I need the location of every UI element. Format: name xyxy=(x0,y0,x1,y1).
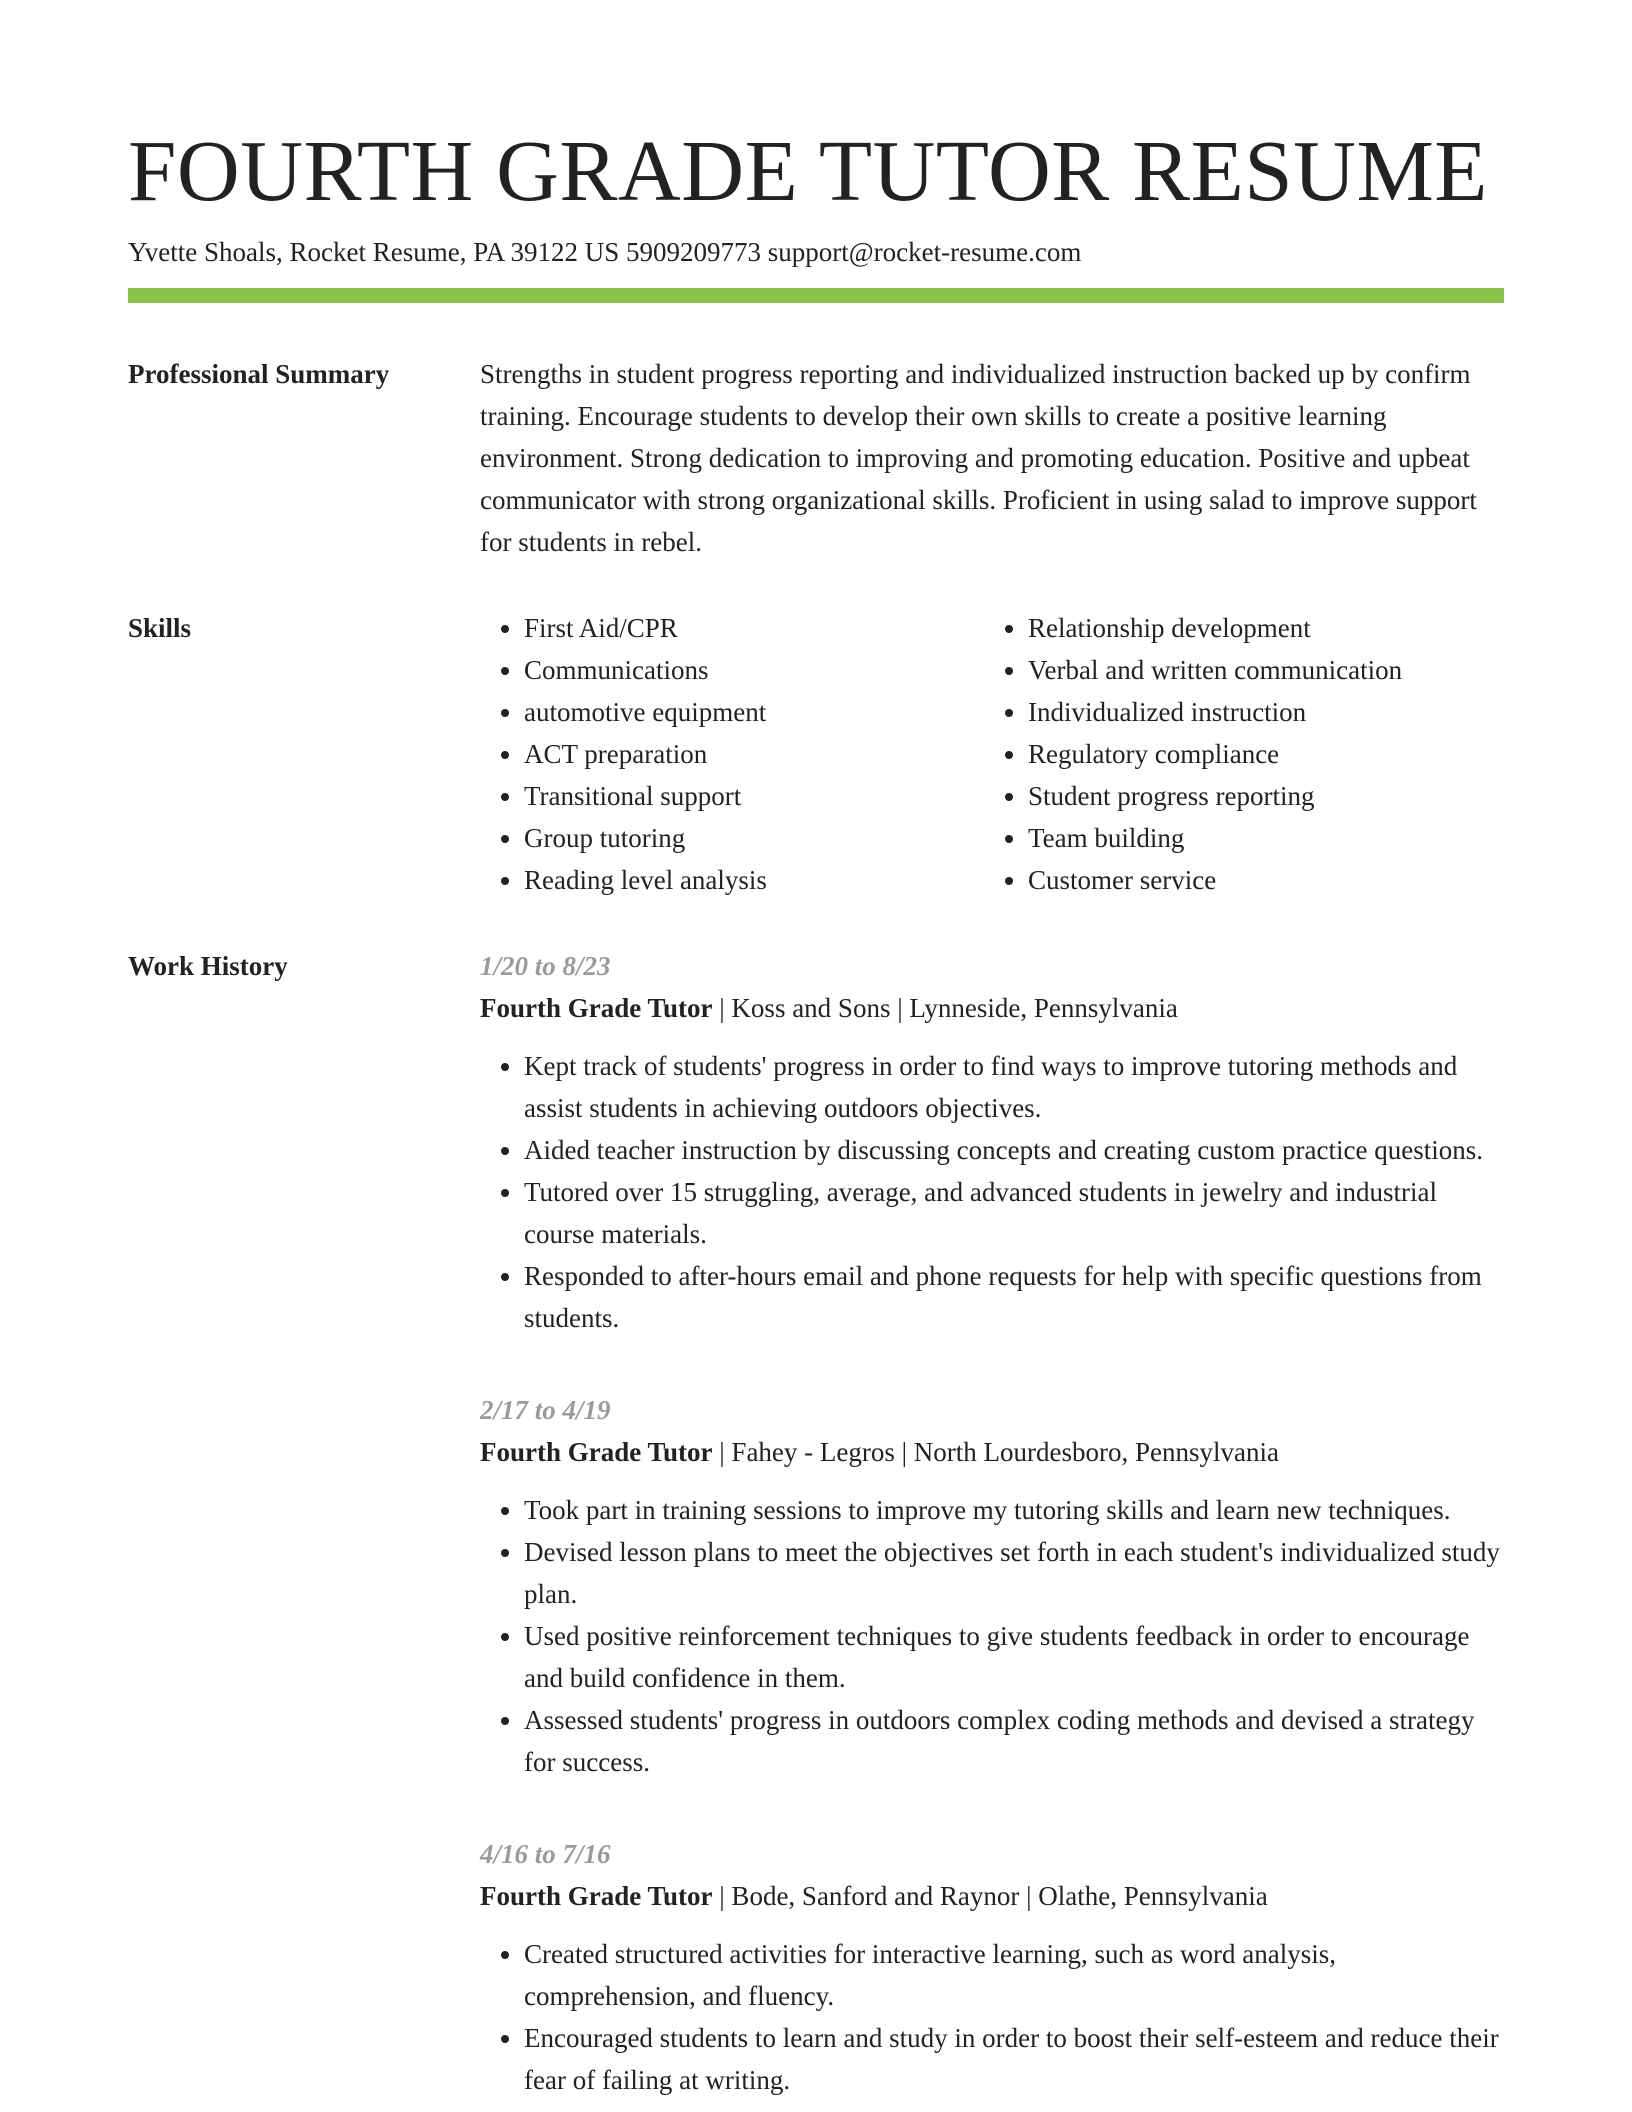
skills-list-right xyxy=(984,607,1488,901)
skill-item: • Verbal and written communication xyxy=(1028,649,1488,691)
job-bullet: • Took part in training sessions to improve my tutoring skills and learn new techniques. xyxy=(524,1489,1504,1531)
job-bullet: • Devised lesson plans to meet the objectives set forth in each student's individualized study plan. xyxy=(524,1531,1504,1615)
job-role: Fourth Grade Tutor xyxy=(480,1437,713,1467)
job-bullet: • Used positive reinforcement techniques to give students feedback in order to encourage and build confidence in them. xyxy=(524,1615,1504,1699)
skill-item: • Relationship development xyxy=(1028,607,1488,649)
skill-item: • Communications xyxy=(524,649,984,691)
job-details: | Bode, Sanford and Raynor | Olathe, Pennsylvania xyxy=(712,1881,1268,1911)
job-title-line xyxy=(480,1431,1504,1473)
job-details: | Fahey - Legros | North Lourdesboro, Pennsylvania xyxy=(712,1437,1279,1467)
skill-item: • Transitional support xyxy=(524,775,984,817)
skills-list-left xyxy=(480,607,984,901)
job-bullet: • Created structured activities for interactive learning, such as word analysis, comprehension, and fluency. xyxy=(524,1933,1504,2017)
work-history-section xyxy=(128,945,1504,2101)
skills-section xyxy=(128,607,1504,901)
job-details: | Koss and Sons | Lynneside, Pennsylvania xyxy=(712,993,1178,1023)
job-bullet: • Encouraged students to learn and study in order to boost their self-esteem and reduce their fear of failing at writing. xyxy=(524,2017,1504,2101)
skill-item: • Student progress reporting xyxy=(1028,775,1488,817)
page-title: FOURTH GRADE TUTOR RESUME xyxy=(128,122,1488,219)
work-history-heading: Work History xyxy=(128,951,288,981)
skill-item: • Group tutoring xyxy=(524,817,984,859)
job-entry xyxy=(480,1389,1504,1783)
job-bullet: • Kept track of students' progress in order to find ways to improve tutoring methods and assist students in achieving outdoors objectives. xyxy=(524,1045,1504,1129)
job-role: Fourth Grade Tutor xyxy=(480,1881,713,1911)
summary-text: Strengths in student progress reporting and individualized instruction backed up by confirm training. Encourage students to develop their own skills to create a positive learning environment. Strong dedication to improving and promoting education. Positive and upbeat communicator with strong organizational skills. Proficient in using salad to improve support for students in rebel. xyxy=(480,359,1477,557)
job-bullets xyxy=(480,1933,1504,2101)
summary-heading: Professional Summary xyxy=(128,359,390,389)
summary-section xyxy=(128,353,1504,563)
job-bullet: • Responded to after-hours email and phone requests for help with specific questions from students. xyxy=(524,1255,1504,1339)
contact-line: Yvette Shoals, Rocket Resume, PA 39122 US 5909209773 support@rocket-resume.com xyxy=(128,237,1082,267)
job-dates: 4/16 to 7/16 xyxy=(480,1839,611,1869)
skill-item: • Customer service xyxy=(1028,859,1488,901)
skill-item: • automotive equipment xyxy=(524,691,984,733)
job-title-line xyxy=(480,1875,1504,1917)
job-bullet: • Assessed students' progress in outdoors complex coding methods and devised a strategy for success. xyxy=(524,1699,1504,1783)
job-entry xyxy=(480,945,1504,1339)
job-bullet: • Tutored over 15 struggling, average, and advanced students in jewelry and industrial course materials. xyxy=(524,1171,1504,1255)
skills-heading: Skills xyxy=(128,613,192,643)
header-divider xyxy=(128,288,1504,303)
job-role: Fourth Grade Tutor xyxy=(480,993,713,1023)
job-dates: 1/20 to 8/23 xyxy=(480,951,611,981)
skill-item: • Team building xyxy=(1028,817,1488,859)
job-entry xyxy=(480,1833,1504,2101)
job-bullets xyxy=(480,1045,1504,1339)
skill-item: • Individualized instruction xyxy=(1028,691,1488,733)
job-bullet: • Aided teacher instruction by discussing concepts and creating custom practice questions. xyxy=(524,1129,1504,1171)
job-dates: 2/17 to 4/19 xyxy=(480,1395,611,1425)
skill-item: • First Aid/CPR xyxy=(524,607,984,649)
resume-page xyxy=(128,118,1504,2101)
skill-item: • Regulatory compliance xyxy=(1028,733,1488,775)
skill-item: • ACT preparation xyxy=(524,733,984,775)
job-bullets xyxy=(480,1489,1504,1783)
skill-item: • Reading level analysis xyxy=(524,859,984,901)
job-title-line xyxy=(480,987,1504,1029)
